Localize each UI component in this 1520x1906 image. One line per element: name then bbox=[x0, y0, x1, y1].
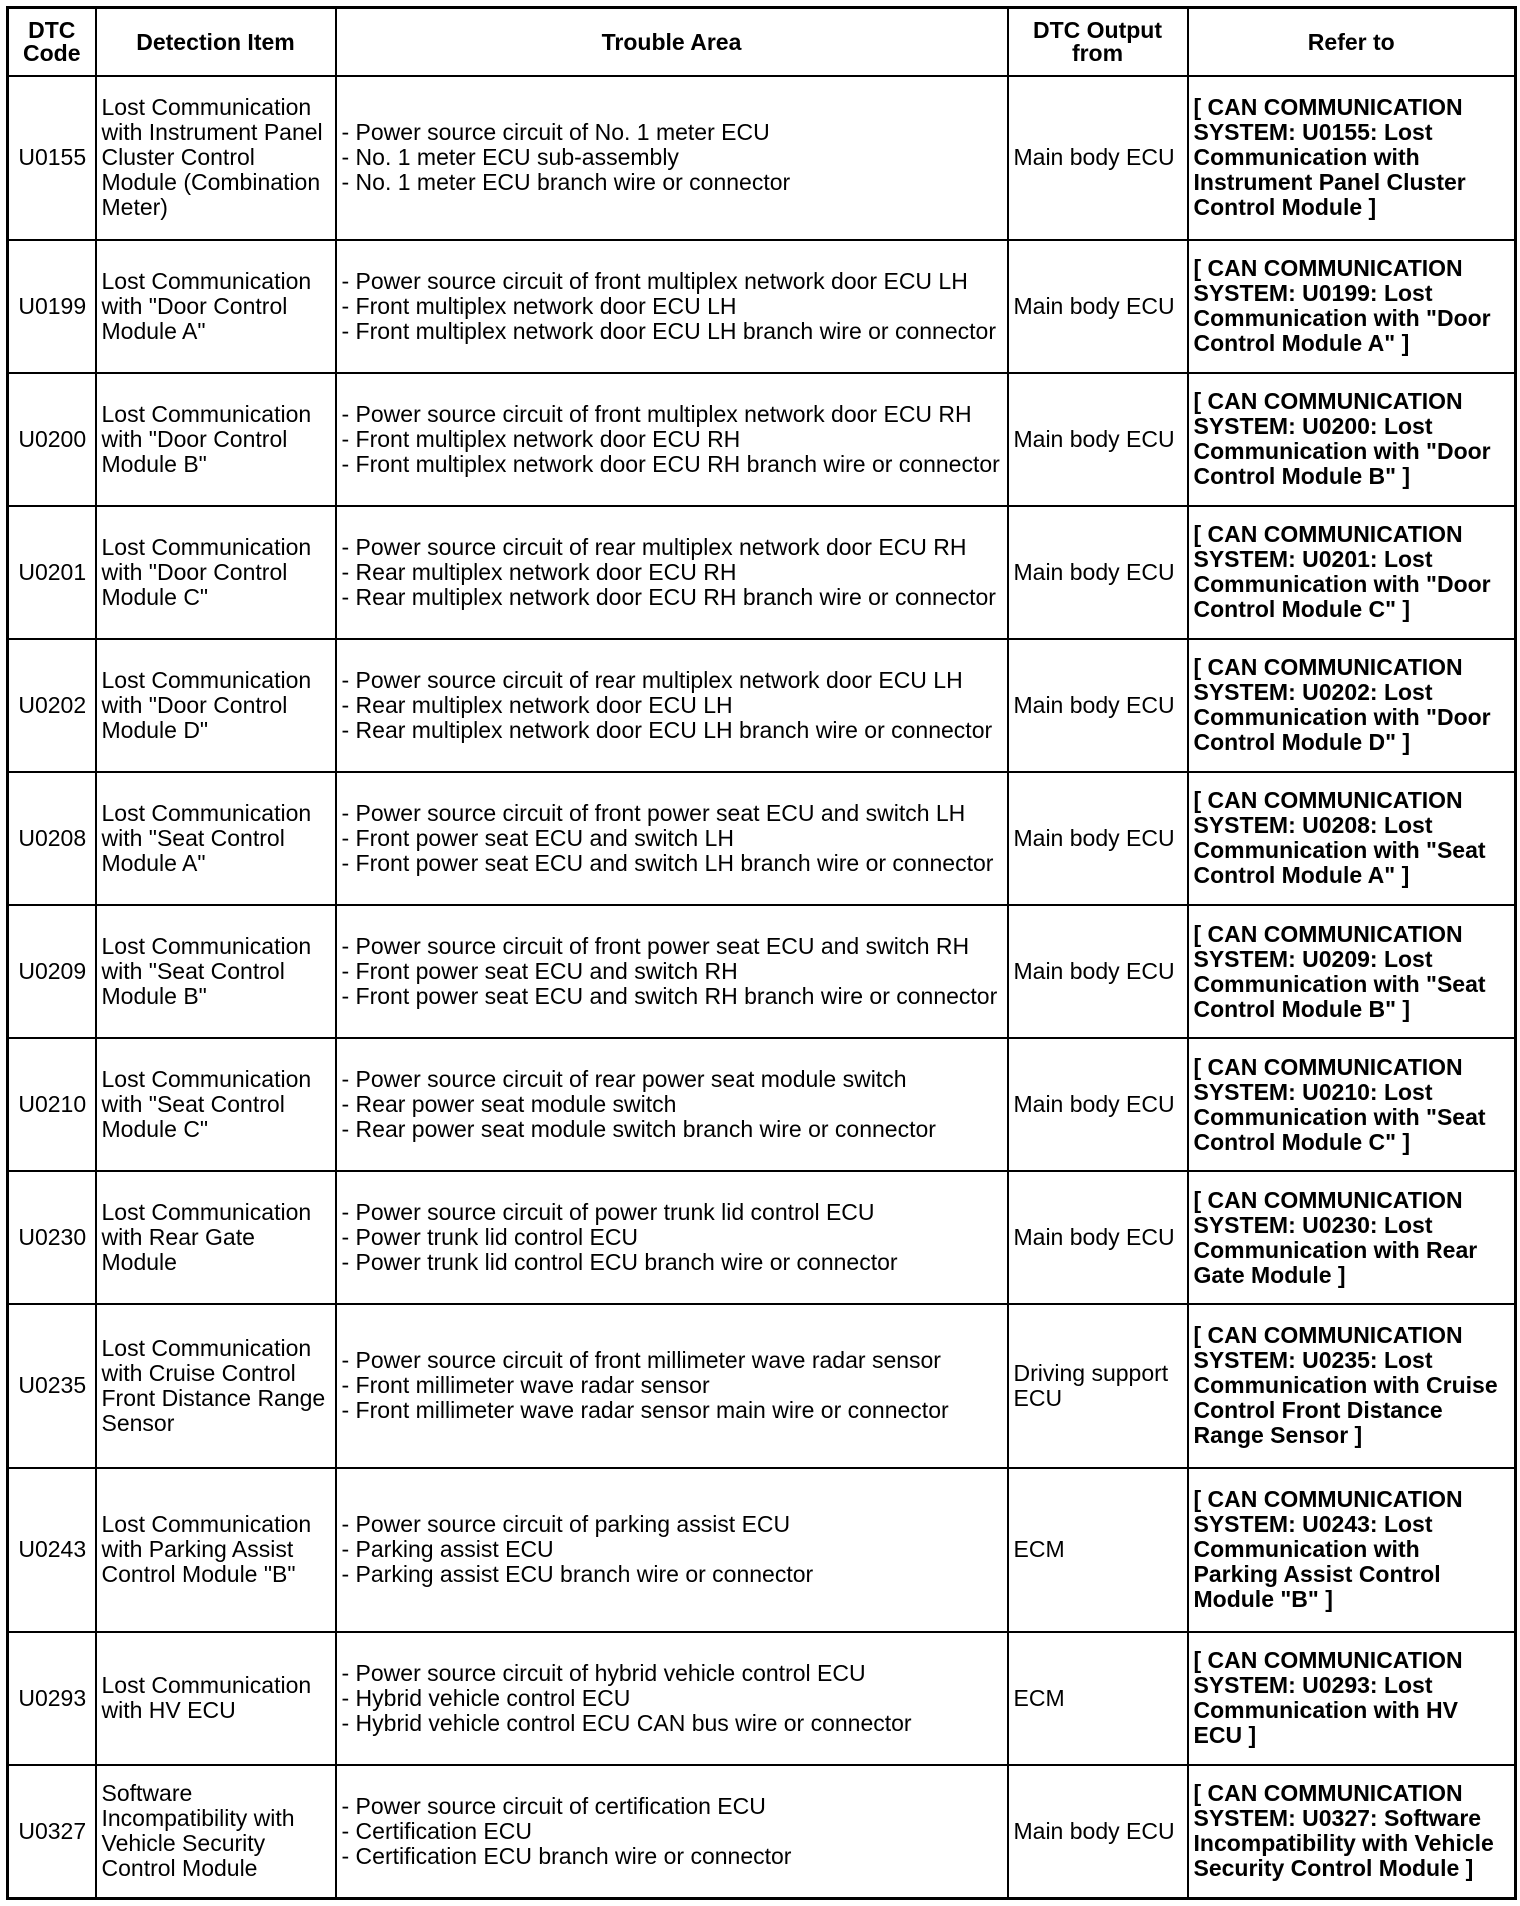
trouble-area bbox=[336, 1038, 1008, 1171]
detection-item: Lost Communication with "Seat Control Module B" bbox=[96, 905, 336, 1038]
dtc-code: U0327 bbox=[8, 1765, 96, 1899]
trouble-area bbox=[336, 772, 1008, 905]
dtc-output-from: Driving support ECU bbox=[1008, 1304, 1188, 1468]
dtc-code: U0199 bbox=[8, 240, 96, 373]
trouble-area-line: - Power trunk lid control ECU branch wire or connector bbox=[341, 1249, 898, 1276]
trouble-area-line: - Front multiplex network door ECU RH branch wire or connector bbox=[341, 450, 1000, 477]
trouble-area bbox=[336, 1765, 1008, 1899]
detection-item: Lost Communication with HV ECU bbox=[96, 1632, 336, 1765]
trouble-area bbox=[336, 1304, 1008, 1468]
refer-to-link[interactable]: [ CAN COMMUNICATION SYSTEM: U0209: Lost Communication with "Seat Control Module B" ] bbox=[1188, 905, 1516, 1038]
dtc-output-from: Main body ECU bbox=[1008, 639, 1188, 772]
trouble-area-line: - Rear multiplex network door ECU LH branch wire or connector bbox=[341, 716, 993, 743]
trouble-area bbox=[336, 905, 1008, 1038]
trouble-area-line: - Front power seat ECU and switch LH branch wire or connector bbox=[341, 849, 994, 876]
table-row bbox=[8, 772, 1516, 905]
trouble-area-line: - Power trunk lid control ECU bbox=[341, 1224, 639, 1251]
header-row bbox=[8, 8, 1516, 77]
trouble-area-line: - Certification ECU bbox=[341, 1817, 532, 1844]
trouble-area-line: - Power source circuit of No. 1 meter ECU bbox=[341, 119, 770, 146]
table-row bbox=[8, 1632, 1516, 1765]
table-row bbox=[8, 240, 1516, 373]
trouble-area-line: - Rear multiplex network door ECU RH branch wire or connector bbox=[341, 583, 996, 610]
header-refer-to: Refer to bbox=[1188, 8, 1516, 77]
trouble-area-line: - Power source circuit of front power seat ECU and switch RH bbox=[341, 933, 970, 959]
detection-item: Lost Communication with "Door Control Module C" bbox=[96, 506, 336, 639]
refer-to-link[interactable]: [ CAN COMMUNICATION SYSTEM: U0201: Lost Communication with "Door Control Module C" ] bbox=[1188, 506, 1516, 639]
trouble-area-line: - Hybrid vehicle control ECU CAN bus wire or connector bbox=[341, 1709, 912, 1736]
dtc-code: U0201 bbox=[8, 506, 96, 639]
refer-to-link[interactable]: [ CAN COMMUNICATION SYSTEM: U0202: Lost Communication with "Door Control Module D" ] bbox=[1188, 639, 1516, 772]
table-row bbox=[8, 1171, 1516, 1304]
detection-item: Lost Communication with "Seat Control Module A" bbox=[96, 772, 336, 905]
trouble-area bbox=[336, 1171, 1008, 1304]
trouble-area-line: - Power source circuit of certification ECU bbox=[341, 1792, 766, 1819]
table-row bbox=[8, 76, 1516, 240]
dtc-code: U0155 bbox=[8, 76, 96, 240]
dtc-code: U0243 bbox=[8, 1468, 96, 1632]
detection-item: Lost Communication with Parking Assist Control Module "B" bbox=[96, 1468, 336, 1632]
refer-to-link[interactable]: [ CAN COMMUNICATION SYSTEM: U0293: Lost Communication with HV ECU ] bbox=[1188, 1632, 1516, 1765]
trouble-area bbox=[336, 1468, 1008, 1632]
table-row bbox=[8, 1765, 1516, 1899]
trouble-area-line: - Rear power seat module switch bbox=[341, 1091, 677, 1118]
refer-to-link[interactable]: [ CAN COMMUNICATION SYSTEM: U0210: Lost Communication with "Seat Control Module C" ] bbox=[1188, 1038, 1516, 1171]
trouble-area-line: - Power source circuit of front multiplex network door ECU RH bbox=[341, 400, 972, 427]
trouble-area bbox=[336, 1632, 1008, 1765]
dtc-code: U0202 bbox=[8, 639, 96, 772]
trouble-area-line: - Power source circuit of front multiplex network door ECU LH bbox=[341, 267, 968, 294]
table-row bbox=[8, 905, 1516, 1038]
trouble-area bbox=[336, 76, 1008, 240]
dtc-output-from: Main body ECU bbox=[1008, 506, 1188, 639]
dtc-output-from: Main body ECU bbox=[1008, 76, 1188, 240]
dtc-code: U0209 bbox=[8, 905, 96, 1038]
dtc-output-from: Main body ECU bbox=[1008, 1171, 1188, 1304]
table-row bbox=[8, 506, 1516, 639]
trouble-area-line: - Parking assist ECU bbox=[341, 1536, 554, 1563]
table-row bbox=[8, 639, 1516, 772]
trouble-area bbox=[336, 639, 1008, 772]
refer-to-link[interactable]: [ CAN COMMUNICATION SYSTEM: U0200: Lost Communication with "Door Control Module B" ] bbox=[1188, 373, 1516, 506]
table-row bbox=[8, 1468, 1516, 1632]
dtc-output-from: Main body ECU bbox=[1008, 772, 1188, 905]
trouble-area-line: - Rear multiplex network door ECU LH bbox=[341, 691, 733, 718]
trouble-area-line: - Rear multiplex network door ECU RH bbox=[341, 558, 737, 585]
dtc-code: U0230 bbox=[8, 1171, 96, 1304]
detection-item: Lost Communication with Instrument Panel Cluster Control Module (Combination Meter) bbox=[96, 76, 336, 240]
trouble-area-line: - Rear power seat module switch branch wire or connector bbox=[341, 1116, 936, 1143]
trouble-area-line: - Power source circuit of front millimeter wave radar sensor bbox=[341, 1347, 941, 1374]
refer-to-link[interactable]: [ CAN COMMUNICATION SYSTEM: U0230: Lost Communication with Rear Gate Module ] bbox=[1188, 1171, 1516, 1304]
dtc-output-from: Main body ECU bbox=[1008, 373, 1188, 506]
trouble-area-line: - Front power seat ECU and switch RH branch wire or connector bbox=[341, 983, 998, 1009]
trouble-area-line: - Power source circuit of parking assist ECU bbox=[341, 1511, 791, 1538]
dtc-output-from: Main body ECU bbox=[1008, 1765, 1188, 1899]
trouble-area-line: - Power source circuit of rear power seat module switch bbox=[341, 1066, 907, 1093]
refer-to-link[interactable]: [ CAN COMMUNICATION SYSTEM: U0199: Lost Communication with "Door Control Module A" ] bbox=[1188, 240, 1516, 373]
dtc-output-from: Main body ECU bbox=[1008, 240, 1188, 373]
dtc-code: U0235 bbox=[8, 1304, 96, 1468]
trouble-area-line: - Front multiplex network door ECU RH bbox=[341, 425, 741, 452]
trouble-area-line: - Power source circuit of hybrid vehicle control ECU bbox=[341, 1659, 866, 1686]
trouble-area-line: - Power source circuit of front power seat ECU and switch LH bbox=[341, 799, 966, 826]
dtc-code: U0210 bbox=[8, 1038, 96, 1171]
trouble-area-line: - Front millimeter wave radar sensor bbox=[341, 1372, 710, 1399]
trouble-area bbox=[336, 240, 1008, 373]
trouble-area-line: - Front power seat ECU and switch LH bbox=[341, 824, 734, 851]
refer-to-link[interactable]: [ CAN COMMUNICATION SYSTEM: U0327: Software Incompatibility with Vehicle Security Control Module ] bbox=[1188, 1765, 1516, 1899]
trouble-area-line: - Hybrid vehicle control ECU bbox=[341, 1684, 631, 1711]
detection-item: Lost Communication with "Door Control Module B" bbox=[96, 373, 336, 506]
header-dtc-code: DTC Code bbox=[8, 8, 96, 77]
dtc-output-from: ECM bbox=[1008, 1468, 1188, 1632]
detection-item: Lost Communication with "Seat Control Module C" bbox=[96, 1038, 336, 1171]
header-trouble-area: Trouble Area bbox=[336, 8, 1008, 77]
dtc-code: U0200 bbox=[8, 373, 96, 506]
trouble-area bbox=[336, 373, 1008, 506]
table-row bbox=[8, 1038, 1516, 1171]
dtc-code: U0208 bbox=[8, 772, 96, 905]
dtc-table bbox=[6, 6, 1517, 1900]
dtc-output-from: Main body ECU bbox=[1008, 905, 1188, 1038]
table-row bbox=[8, 373, 1516, 506]
dtc-code: U0293 bbox=[8, 1632, 96, 1765]
trouble-area-line: - Front multiplex network door ECU LH bbox=[341, 292, 737, 319]
trouble-area-line: - Power source circuit of power trunk lid control ECU bbox=[341, 1199, 875, 1226]
table-body bbox=[8, 76, 1516, 1899]
trouble-area-line: - Front multiplex network door ECU LH branch wire or connector bbox=[341, 317, 996, 344]
trouble-area-line: - Front millimeter wave radar sensor main wire or connector bbox=[341, 1397, 949, 1424]
detection-item: Lost Communication with Rear Gate Module bbox=[96, 1171, 336, 1304]
refer-to-link[interactable]: [ CAN COMMUNICATION SYSTEM: U0155: Lost Communication with Instrument Panel Cluster Control Module ] bbox=[1188, 76, 1516, 240]
trouble-area-line: - No. 1 meter ECU sub-assembly bbox=[341, 144, 679, 171]
header-dtc-output-from: DTC Output from bbox=[1008, 8, 1188, 77]
trouble-area-line: - No. 1 meter ECU branch wire or connector bbox=[341, 169, 791, 196]
trouble-area-line: - Power source circuit of rear multiplex network door ECU LH bbox=[341, 666, 963, 693]
refer-to-link[interactable]: [ CAN COMMUNICATION SYSTEM: U0235: Lost Communication with Cruise Control Front Distance Range Sensor ] bbox=[1188, 1304, 1516, 1468]
trouble-area-line: - Certification ECU branch wire or connector bbox=[341, 1842, 792, 1869]
refer-to-link[interactable]: [ CAN COMMUNICATION SYSTEM: U0208: Lost Communication with "Seat Control Module A" ] bbox=[1188, 772, 1516, 905]
trouble-area-line: - Parking assist ECU branch wire or connector bbox=[341, 1561, 814, 1588]
trouble-area bbox=[336, 506, 1008, 639]
table-row bbox=[8, 1304, 1516, 1468]
refer-to-link[interactable]: [ CAN COMMUNICATION SYSTEM: U0243: Lost Communication with Parking Assist Control Module "B" ] bbox=[1188, 1468, 1516, 1632]
detection-item: Lost Communication with "Door Control Module A" bbox=[96, 240, 336, 373]
dtc-output-from: Main body ECU bbox=[1008, 1038, 1188, 1171]
trouble-area-line: - Power source circuit of rear multiplex network door ECU RH bbox=[341, 533, 967, 560]
trouble-area-line: - Front power seat ECU and switch RH bbox=[341, 958, 738, 984]
dtc-output-from: ECM bbox=[1008, 1632, 1188, 1765]
header-detection-item: Detection Item bbox=[96, 8, 336, 77]
detection-item: Lost Communication with "Door Control Module D" bbox=[96, 639, 336, 772]
detection-item: Lost Communication with Cruise Control Front Distance Range Sensor bbox=[96, 1304, 336, 1468]
detection-item: Software Incompatibility with Vehicle Security Control Module bbox=[96, 1765, 336, 1899]
